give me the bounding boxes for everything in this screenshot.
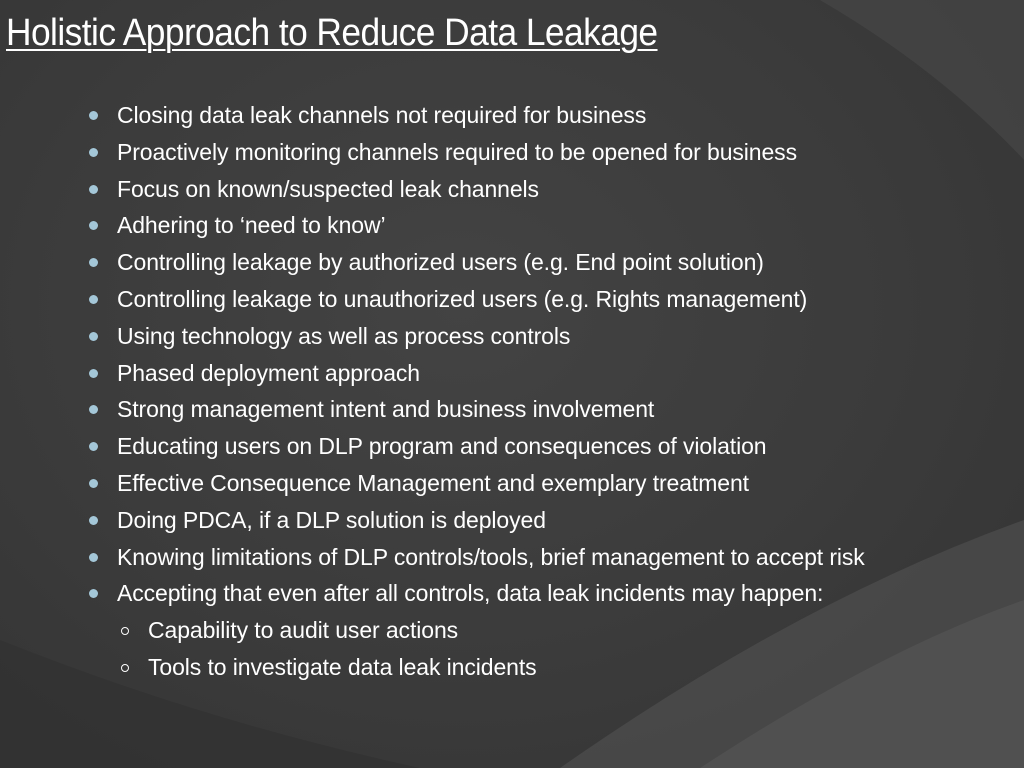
bullet-text: Proactively monitoring channels required to be opened for business <box>117 138 797 165</box>
bullet-item <box>88 502 865 539</box>
bullet-text: Controlling leakage to unauthorized users (e.g. Rights management) <box>117 285 808 312</box>
slide-title: Holistic Approach to Reduce Data Leakage <box>6 12 658 54</box>
bullet-text: Phased deployment approach <box>117 359 421 386</box>
bullet-text: Closing data leak channels not required for business <box>117 102 647 128</box>
bullet-text: Knowing limitations of DLP controls/tools, brief management to accept risk <box>117 543 865 570</box>
bullet-dot-icon <box>89 221 98 230</box>
bullet-dot-icon <box>89 148 98 157</box>
bullet-dot-icon <box>89 185 98 194</box>
bullet-text: Doing PDCA, if a DLP solution is deployed <box>117 506 546 533</box>
bullet-list <box>88 97 865 686</box>
hollow-circle-icon <box>121 664 129 672</box>
bullet-item <box>88 171 865 208</box>
bullet-dot-icon <box>89 516 98 525</box>
bullet-item <box>88 134 865 171</box>
bullet-item <box>88 428 865 465</box>
bullet-item <box>88 281 865 318</box>
bullet-item <box>88 97 865 134</box>
bullet-item <box>88 575 865 612</box>
bullet-dot-icon <box>89 111 98 120</box>
bullet-dot-icon <box>89 295 98 304</box>
bullet-text: Using technology as well as process controls <box>117 322 571 349</box>
hollow-circle-icon <box>121 627 129 635</box>
bullet-item <box>88 244 865 281</box>
sub-bullet-item <box>88 612 865 649</box>
bullet-dot-icon <box>89 589 98 598</box>
bullet-item <box>88 465 865 502</box>
bullet-dot-icon <box>89 258 98 267</box>
bullet-dot-icon <box>89 369 98 378</box>
bullet-dot-icon <box>89 553 98 562</box>
bullet-text: Effective Consequence Management and exemplary treatment <box>117 469 749 496</box>
bullet-item <box>88 539 865 576</box>
bullet-dot-icon <box>89 442 98 451</box>
bullet-dot-icon <box>89 479 98 488</box>
bullet-dot-icon <box>89 405 98 414</box>
sub-bullet-item <box>88 649 865 686</box>
sub-bullet-text: Capability to audit user actions <box>148 617 459 644</box>
bullet-text: Controlling leakage by authorized users (e.g. End point solution) <box>117 249 764 276</box>
bullet-text: Adhering to ‘need to know’ <box>117 212 386 239</box>
bullet-item <box>88 207 865 244</box>
bullet-item <box>88 355 865 392</box>
bullet-text: Focus on known/suspected leak channels <box>117 175 539 202</box>
bullet-text: Educating users on DLP program and consequences of violation <box>117 433 767 460</box>
bullet-item <box>88 318 865 355</box>
bullet-item <box>88 391 865 428</box>
bullet-text: Accepting that even after all controls, data leak incidents may happen: <box>117 580 824 607</box>
sub-bullet-text: Tools to investigate data leak incidents <box>148 653 537 680</box>
bullet-text: Strong management intent and business involvement <box>117 396 655 423</box>
bullet-dot-icon <box>89 332 98 341</box>
